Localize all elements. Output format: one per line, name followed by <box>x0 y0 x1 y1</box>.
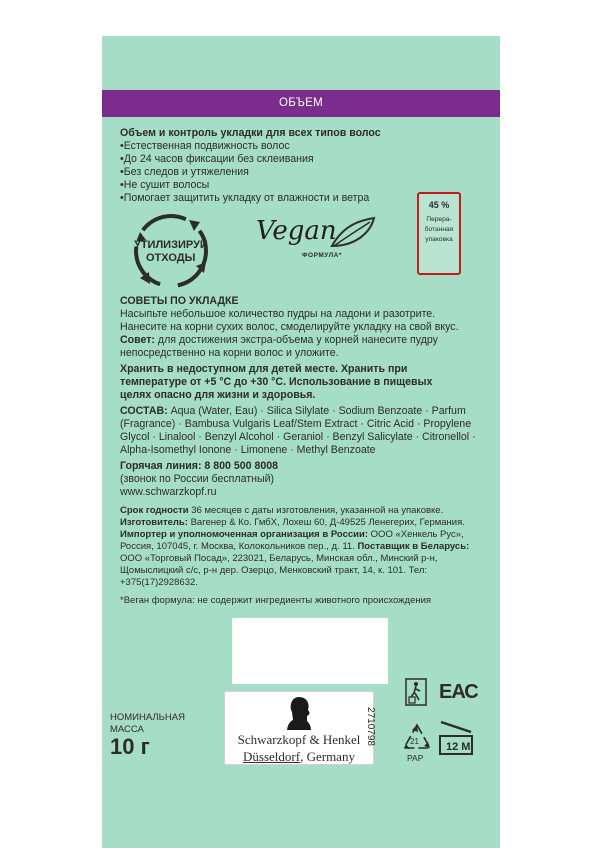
supplier-address: ООО «Торговый Посад», 223021, Беларусь, Минская обл., Минский р-н, <box>120 553 438 564</box>
recycled-line: Перера- <box>426 216 452 223</box>
brand-name: Schwarzkopf & Henkel <box>237 732 361 747</box>
brand-city: Düsseldorf <box>243 749 301 764</box>
intro-bullet: • Естественная подвижность волос <box>120 140 290 153</box>
product-code <box>364 691 395 769</box>
package-back-label <box>102 36 500 848</box>
mass-label-line2: МАССА <box>110 724 144 735</box>
vegan-subtitle: ФОРМУЛА* <box>302 252 342 259</box>
warning-line: Хранить в недоступном для детей месте. Хранить при <box>120 363 408 375</box>
tips-line: Нанесите на корни сухих волос, смоделируйте укладку на свой вкус. <box>120 321 459 333</box>
importer-label: Импортер и уполномоченная организация в России: <box>120 529 369 540</box>
recycle-line1: УТИЛИЗИРУЙ <box>134 239 208 251</box>
pap-label: PAP <box>407 753 424 763</box>
tips-line: Насыпьте небольшое количество пудры на ладони и разотрите. <box>120 308 436 320</box>
recycled-percent: 45 % <box>428 200 450 210</box>
waste-bin-icon <box>405 678 427 706</box>
advice-text: для достижения экстра-объема у корней нанесите пудру <box>154 334 438 346</box>
eac-mark: ЕАС <box>439 681 478 703</box>
product-code-text: 2710798 <box>364 707 376 746</box>
nominal-mass-value: 10 г <box>110 734 150 759</box>
profile-silhouette-icon <box>285 695 313 731</box>
vegan-word: Vegan <box>256 216 337 246</box>
print-area <box>232 618 388 684</box>
advice-text: непосредственно на корни волос и уложите. <box>120 347 339 359</box>
recycled-line: ботанная <box>424 226 454 233</box>
vegan-footnote: *Веган формула: не содержит ингредиенты животного происхождения <box>120 595 432 606</box>
supplier-address: Щомыслицкий с/с, р-н дер. Озерцо, Менковский тракт, 14, к. 101. Тел: <box>120 565 428 576</box>
intro-heading: Объем и контроль укладки для всех типов волос <box>120 127 381 139</box>
website-url: www.schwarzkopf.ru <box>120 486 217 498</box>
pao-value: 12 M <box>446 741 471 753</box>
manufacturer-text: Вагенер & Ко. ГмбХ, Лохеш 60, Д-49525 Ленегерих, Германия. <box>187 517 465 528</box>
recycled-line: упаковка <box>425 236 453 243</box>
advice-label: Совет: <box>120 334 155 346</box>
tips-title: СОВЕТЫ ПО УКЛАДКЕ <box>120 295 239 307</box>
supplier-label: Поставщик в Беларусь: <box>357 541 470 552</box>
recycle-line2: ОТХОДЫ <box>146 252 196 264</box>
leaf-icon <box>330 216 376 250</box>
pap-number: 21 <box>410 737 419 746</box>
intro-bullet: • Без следов и утяжеления <box>120 166 249 179</box>
category-label: ОБЪЕМ <box>279 97 323 109</box>
brand-country: , Germany <box>300 749 355 764</box>
brand-logo <box>224 691 374 765</box>
hotline-note: (звонок по России бесплатный) <box>120 473 275 485</box>
warning-line: целях опасно для жизни и здоровья. <box>120 389 316 401</box>
warning-line: температуре от +5 °С до +30 °С. Использование в пищевых <box>120 376 433 388</box>
recycled-packaging-badge <box>417 192 461 275</box>
mass-label-line1: НОМИНАЛЬНАЯ <box>110 712 185 723</box>
supplier-phone: +375(17)2928632. <box>120 577 198 588</box>
composition-text: Glycol · Linalool · Benzyl Alcohol · Geraniol · Benzyl Salicylate · Citronellol · <box>120 431 476 443</box>
shelf-life-label: Срок годности <box>120 505 189 516</box>
recycle-waste-icon <box>126 206 216 296</box>
hotline-label: Горячая линия: 8 800 500 8008 <box>120 460 279 472</box>
composition-text: Alpha-Isomethyl Ionone · Limonene · Methyl Benzoate <box>120 444 376 456</box>
shelf-life-text: 36 месяцев с даты изготовления, указанной на упаковке. <box>188 505 444 516</box>
composition-text: (Fragrance) · Bambusa Vulgaris Leaf/Stem Extract · Citric Acid · Propylene <box>120 418 472 430</box>
manufacturer-label: Изготовитель: <box>120 517 188 528</box>
intro-bullet: • Не сушит волосы <box>120 179 209 192</box>
intro-bullet: • До 24 часов фиксации без склеивания <box>120 153 314 166</box>
vegan-formula-logo <box>256 212 376 272</box>
composition-label: СОСТАВ: <box>120 405 168 417</box>
importer-address: Россия, 107045, г. Москва, Колокольников пер., д. 11. <box>120 541 358 552</box>
importer-text: ООО «Хенкель Рус», <box>368 529 464 540</box>
composition-text: Aqua (Water, Eau) · Silica Silylate · Sodium Benzoate · Parfum <box>167 405 466 417</box>
nominal-mass-label <box>110 712 185 736</box>
intro-bullet: • Помогает защитить укладку от влажности и ветра <box>120 192 369 205</box>
